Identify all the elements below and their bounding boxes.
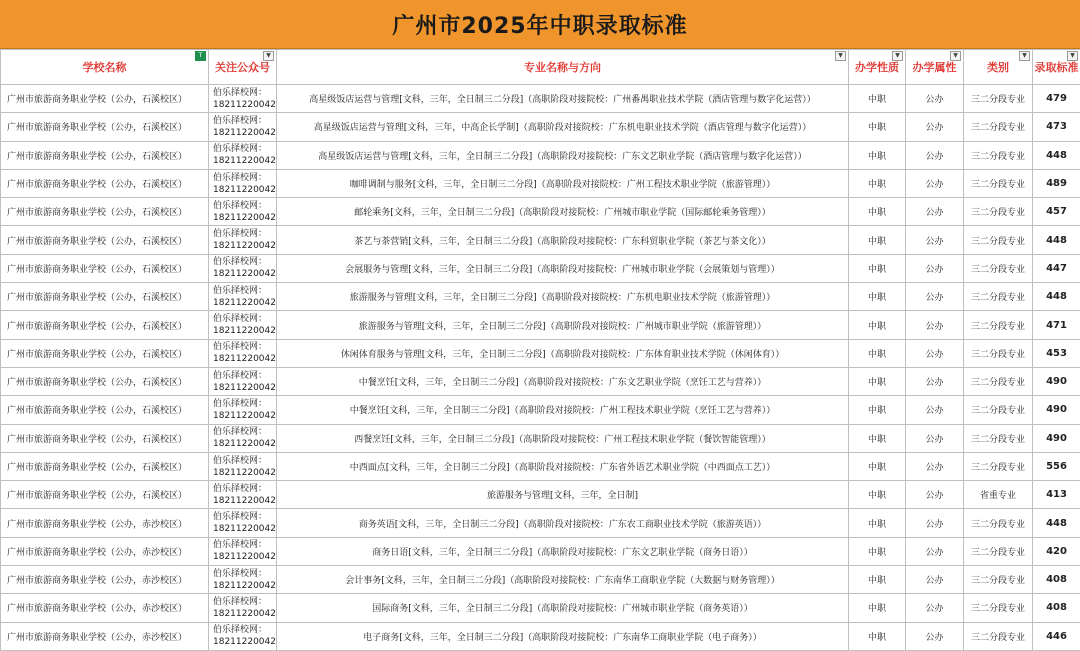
table-row[interactable]	[1, 198, 1080, 226]
table-cell-school[interactable]: 广州市旅游商务职业学校（公办，石溪校区）	[1, 481, 209, 509]
table-cell-score[interactable]: 413	[1033, 481, 1080, 509]
table-cell-major[interactable]: 会计事务[文科，三年，全日制三二分段]（高职阶段对接院校：广东南华工商职业学院（大数据与财务管理））	[277, 566, 849, 594]
table-cell-nature[interactable]: 中职	[849, 396, 906, 424]
table-cell-major[interactable]: 西餐烹饪[文科，三年，全日制三二分段]（高职阶段对接院校：广州工程技术职业学院（餐饮智能管理））	[277, 424, 849, 452]
table-row[interactable]	[1, 311, 1080, 339]
table-cell-attribute[interactable]: 公办	[906, 509, 964, 537]
header-account	[209, 50, 277, 85]
table-cell-score[interactable]: 490	[1033, 367, 1080, 395]
table-cell-attribute[interactable]: 公办	[906, 424, 964, 452]
table-cell-school[interactable]: 广州市旅游商务职业学校（公办，石溪校区）	[1, 367, 209, 395]
table-cell-category[interactable]: 三二分段专业	[964, 566, 1033, 594]
table-cell-account[interactable]: 伯乐择校网：18211220042	[209, 509, 277, 537]
table-cell-account[interactable]: 伯乐择校网：18211220042	[209, 254, 277, 282]
table-row[interactable]	[1, 339, 1080, 367]
dropdown-arrow-icon[interactable]: ▼	[1019, 51, 1030, 61]
table-cell-category[interactable]: 三二分段专业	[964, 537, 1033, 565]
table-row[interactable]	[1, 424, 1080, 452]
table-cell-account[interactable]: 伯乐择校网：18211220042	[209, 169, 277, 197]
table-cell-score[interactable]: 471	[1033, 311, 1080, 339]
table-cell-attribute[interactable]: 公办	[906, 311, 964, 339]
table-cell-category[interactable]: 三二分段专业	[964, 424, 1033, 452]
admission-table	[0, 49, 1080, 651]
table-cell-major[interactable]: 电子商务[文科，三年，全日制三二分段]（高职阶段对接院校：广东南华工商职业学院（电子商务））	[277, 622, 849, 650]
dropdown-arrow-icon[interactable]: ▼	[892, 51, 903, 61]
table-cell-score[interactable]: 556	[1033, 452, 1080, 480]
table-cell-attribute[interactable]: 公办	[906, 226, 964, 254]
table-cell-account[interactable]: 伯乐择校网：18211220042	[209, 198, 277, 226]
table-cell-school[interactable]: 广州市旅游商务职业学校（公办，石溪校区）	[1, 198, 209, 226]
table-cell-attribute[interactable]: 公办	[906, 622, 964, 650]
table-cell-attribute[interactable]: 公办	[906, 566, 964, 594]
table-cell-account[interactable]: 伯乐择校网：18211220042	[209, 311, 277, 339]
table-cell-attribute[interactable]: 公办	[906, 169, 964, 197]
page-title: 广州市2025年中职录取标准	[392, 9, 687, 40]
table-cell-account[interactable]: 伯乐择校网：18211220042	[209, 481, 277, 509]
dropdown-arrow-icon[interactable]: ▼	[1067, 51, 1078, 61]
table-cell-nature[interactable]: 中职	[849, 537, 906, 565]
table-cell-score[interactable]: 448	[1033, 283, 1080, 311]
table-cell-attribute[interactable]: 公办	[906, 85, 964, 113]
table-cell-category[interactable]: 三二分段专业	[964, 254, 1033, 282]
table-cell-nature[interactable]: 中职	[849, 481, 906, 509]
table-cell-account[interactable]: 伯乐择校网：18211220042	[209, 424, 277, 452]
table-cell-school[interactable]: 广州市旅游商务职业学校（公办，石溪校区）	[1, 424, 209, 452]
table-cell-nature[interactable]: 中职	[849, 367, 906, 395]
table-cell-school[interactable]: 广州市旅游商务职业学校（公办，赤沙校区）	[1, 594, 209, 622]
header-account-label: 关注公众号	[215, 61, 270, 74]
table-cell-account[interactable]: 伯乐择校网：18211220042	[209, 396, 277, 424]
table-row[interactable]	[1, 396, 1080, 424]
table-cell-score[interactable]: 447	[1033, 254, 1080, 282]
table-row[interactable]	[1, 452, 1080, 480]
table-cell-account[interactable]: 伯乐择校网：18211220042	[209, 283, 277, 311]
table-cell-score[interactable]: 490	[1033, 424, 1080, 452]
table-cell-score[interactable]: 446	[1033, 622, 1080, 650]
table-cell-attribute[interactable]: 公办	[906, 537, 964, 565]
table-row[interactable]	[1, 113, 1080, 141]
table-cell-school[interactable]: 广州市旅游商务职业学校（公办，石溪校区）	[1, 396, 209, 424]
table-row[interactable]	[1, 85, 1080, 113]
table-row[interactable]	[1, 226, 1080, 254]
table-cell-score[interactable]: 479	[1033, 85, 1080, 113]
table-row[interactable]	[1, 622, 1080, 650]
table-cell-school[interactable]: 广州市旅游商务职业学校（公办，石溪校区）	[1, 254, 209, 282]
table-cell-school[interactable]: 广州市旅游商务职业学校（公办，赤沙校区）	[1, 509, 209, 537]
table-row[interactable]	[1, 566, 1080, 594]
table-cell-score[interactable]: 457	[1033, 198, 1080, 226]
table-cell-score[interactable]: 490	[1033, 396, 1080, 424]
table-cell-school[interactable]: 广州市旅游商务职业学校（公办，石溪校区）	[1, 169, 209, 197]
dropdown-arrow-icon[interactable]: ▼	[263, 51, 274, 61]
table-cell-account[interactable]: 伯乐择校网：18211220042	[209, 226, 277, 254]
table-cell-category[interactable]: 三二分段专业	[964, 226, 1033, 254]
dropdown-arrow-icon[interactable]: ▼	[950, 51, 961, 61]
table-cell-major[interactable]: 旅游服务与管理[文科，三年，全日制]	[277, 481, 849, 509]
header-attribute	[906, 50, 964, 85]
table-cell-category[interactable]: 三二分段专业	[964, 622, 1033, 650]
header-school	[1, 50, 209, 85]
table-cell-account[interactable]: 伯乐择校网：18211220042	[209, 594, 277, 622]
table-row[interactable]	[1, 367, 1080, 395]
table-cell-nature[interactable]: 中职	[849, 452, 906, 480]
table-cell-account[interactable]: 伯乐择校网：18211220042	[209, 537, 277, 565]
dropdown-arrow-icon[interactable]: ▼	[835, 51, 846, 61]
table-cell-category[interactable]: 三二分段专业	[964, 367, 1033, 395]
table-cell-score[interactable]: 489	[1033, 169, 1080, 197]
table-cell-nature[interactable]: 中职	[849, 198, 906, 226]
table-cell-nature[interactable]: 中职	[849, 622, 906, 650]
table-cell-score[interactable]: 453	[1033, 339, 1080, 367]
table-cell-school[interactable]: 广州市旅游商务职业学校（公办，石溪校区）	[1, 452, 209, 480]
table-cell-major[interactable]: 旅游服务与管理[文科，三年，全日制三二分段]（高职阶段对接院校：广东机电职业技术学院（旅游管理））	[277, 283, 849, 311]
table-cell-account[interactable]: 伯乐择校网：18211220042	[209, 566, 277, 594]
table-cell-category[interactable]: 三二分段专业	[964, 198, 1033, 226]
table-cell-school[interactable]: 广州市旅游商务职业学校（公办，石溪校区）	[1, 283, 209, 311]
table-cell-nature[interactable]: 中职	[849, 141, 906, 169]
table-body	[1, 85, 1080, 651]
table-row[interactable]	[1, 169, 1080, 197]
table-cell-account[interactable]: 伯乐择校网：18211220042	[209, 85, 277, 113]
table-cell-attribute[interactable]: 公办	[906, 141, 964, 169]
table-cell-attribute[interactable]: 公办	[906, 396, 964, 424]
table-cell-category[interactable]: 三二分段专业	[964, 169, 1033, 197]
table-row[interactable]	[1, 283, 1080, 311]
table-cell-score[interactable]: 448	[1033, 226, 1080, 254]
table-cell-major[interactable]: 高星级饭店运营与管理[文科，三年，全日制三二分段]（高职阶段对接院校：广州番禺职业技术学院（酒店管理与数字化运营））	[277, 85, 849, 113]
table-cell-nature[interactable]: 中职	[849, 424, 906, 452]
table-cell-attribute[interactable]: 公办	[906, 367, 964, 395]
table-cell-nature[interactable]: 中职	[849, 339, 906, 367]
table-row[interactable]	[1, 537, 1080, 565]
header-category-label: 类别	[987, 61, 1009, 74]
table-cell-score[interactable]: 408	[1033, 566, 1080, 594]
table-cell-major[interactable]: 旅游服务与管理[文科，三年，全日制三二分段]（高职阶段对接院校：广州城市职业学院（旅游管理））	[277, 311, 849, 339]
table-cell-account[interactable]: 伯乐择校网：18211220042	[209, 339, 277, 367]
table-row[interactable]	[1, 509, 1080, 537]
table-cell-category[interactable]: 三二分段专业	[964, 311, 1033, 339]
header-school-label: 学校名称	[83, 61, 127, 74]
header-score-label: 录取标准	[1035, 61, 1079, 74]
table-cell-attribute[interactable]: 公办	[906, 113, 964, 141]
table-cell-school[interactable]: 广州市旅游商务职业学校（公办，赤沙校区）	[1, 537, 209, 565]
header-major-label: 专业名称与方向	[524, 61, 601, 74]
table-cell-account[interactable]: 伯乐择校网：18211220042	[209, 452, 277, 480]
table-cell-nature[interactable]: 中职	[849, 594, 906, 622]
table-cell-school[interactable]: 广州市旅游商务职业学校（公办，石溪校区）	[1, 311, 209, 339]
table-cell-category[interactable]: 三二分段专业	[964, 113, 1033, 141]
table-cell-attribute[interactable]: 公办	[906, 339, 964, 367]
table-cell-category[interactable]: 三二分段专业	[964, 509, 1033, 537]
header-category	[964, 50, 1033, 85]
table-row[interactable]	[1, 481, 1080, 509]
table-cell-major[interactable]: 高星级饭店运营与管理[文科，三年，中高企长学制]（高职阶段对接院校：广东机电职业技术学院（酒店管理与数字化运营））	[277, 113, 849, 141]
filter-active-icon[interactable]: T	[195, 51, 206, 61]
table-cell-account[interactable]: 伯乐择校网：18211220042	[209, 141, 277, 169]
table-row[interactable]	[1, 594, 1080, 622]
table-cell-major[interactable]: 休闲体育服务与管理[文科，三年，全日制三二分段]（高职阶段对接院校：广东体育职业技术学院（休闲体育））	[277, 339, 849, 367]
table-cell-major[interactable]: 中西面点[文科，三年，全日制三二分段]（高职阶段对接院校：广东省外语艺术职业学院（中西面点工艺））	[277, 452, 849, 480]
table-cell-score[interactable]: 448	[1033, 509, 1080, 537]
table-cell-major[interactable]: 商务日语[文科，三年，全日制三二分段]（高职阶段对接院校：广东文艺职业学院（商务日语））	[277, 537, 849, 565]
table-cell-school[interactable]: 广州市旅游商务职业学校（公办，石溪校区）	[1, 141, 209, 169]
table-cell-score[interactable]: 473	[1033, 113, 1080, 141]
header-nature-label: 办学性质	[855, 61, 899, 74]
table-cell-major[interactable]: 茶艺与茶营销[文科，三年，全日制三二分段]（高职阶段对接院校：广东科贸职业学院（茶艺与茶文化））	[277, 226, 849, 254]
table-cell-nature[interactable]: 中职	[849, 113, 906, 141]
table-cell-nature[interactable]: 中职	[849, 509, 906, 537]
table-cell-category[interactable]: 三二分段专业	[964, 283, 1033, 311]
table-cell-attribute[interactable]: 公办	[906, 254, 964, 282]
table-cell-nature[interactable]: 中职	[849, 85, 906, 113]
table-cell-category[interactable]: 省重专业	[964, 481, 1033, 509]
header-row	[1, 50, 1080, 85]
table-cell-category[interactable]: 三二分段专业	[964, 85, 1033, 113]
table-cell-major[interactable]: 邮轮乘务[文科，三年，全日制三二分段]（高职阶段对接院校：广州城市职业学院（国际邮轮乘务管理））	[277, 198, 849, 226]
table-cell-category[interactable]: 三二分段专业	[964, 396, 1033, 424]
table-cell-nature[interactable]: 中职	[849, 254, 906, 282]
table-cell-score[interactable]: 408	[1033, 594, 1080, 622]
table-cell-attribute[interactable]: 公办	[906, 481, 964, 509]
table-cell-school[interactable]: 广州市旅游商务职业学校（公办，赤沙校区）	[1, 566, 209, 594]
table-cell-score[interactable]: 448	[1033, 141, 1080, 169]
table-cell-major[interactable]: 商务英语[文科，三年，全日制三二分段]（高职阶段对接院校：广东农工商职业技术学院（旅游英语））	[277, 509, 849, 537]
table-cell-major[interactable]: 国际商务[文科，三年，全日制三二分段]（高职阶段对接院校：广州城市职业学院（商务英语））	[277, 594, 849, 622]
table-cell-nature[interactable]: 中职	[849, 226, 906, 254]
table-cell-category[interactable]: 三二分段专业	[964, 141, 1033, 169]
header-attribute-label: 办学属性	[913, 61, 957, 74]
table-cell-category[interactable]: 三二分段专业	[964, 452, 1033, 480]
table-cell-account[interactable]: 伯乐择校网：18211220042	[209, 367, 277, 395]
table-cell-attribute[interactable]: 公办	[906, 198, 964, 226]
table-cell-school[interactable]: 广州市旅游商务职业学校（公办，石溪校区）	[1, 339, 209, 367]
table-cell-nature[interactable]: 中职	[849, 311, 906, 339]
table-cell-attribute[interactable]: 公办	[906, 283, 964, 311]
table-cell-category[interactable]: 三二分段专业	[964, 339, 1033, 367]
table-cell-category[interactable]: 三二分段专业	[964, 594, 1033, 622]
table-cell-school[interactable]: 广州市旅游商务职业学校（公办，赤沙校区）	[1, 622, 209, 650]
table-cell-attribute[interactable]: 公办	[906, 594, 964, 622]
table-cell-major[interactable]: 中餐烹饪[文科，三年，全日制三二分段]（高职阶段对接院校：广州工程技术职业学院（烹饪工艺与营养））	[277, 396, 849, 424]
header-nature	[849, 50, 906, 85]
table-cell-account[interactable]: 伯乐择校网：18211220042	[209, 622, 277, 650]
table-cell-school[interactable]: 广州市旅游商务职业学校（公办，石溪校区）	[1, 226, 209, 254]
table-cell-score[interactable]: 420	[1033, 537, 1080, 565]
table-cell-major[interactable]: 会展服务与管理[文科，三年，全日制三二分段]（高职阶段对接院校：广州城市职业学院（会展策划与管理））	[277, 254, 849, 282]
table-cell-school[interactable]: 广州市旅游商务职业学校（公办，石溪校区）	[1, 113, 209, 141]
table-row[interactable]	[1, 141, 1080, 169]
header-major	[277, 50, 849, 85]
table-cell-major[interactable]: 高星级饭店运营与管理[文科，三年，全日制三二分段]（高职阶段对接院校：广东文艺职业学院（酒店管理与数字化运营））	[277, 141, 849, 169]
table-cell-major[interactable]: 咖啡调制与服务[文科，三年，全日制三二分段]（高职阶段对接院校：广州工程技术职业学院（旅游管理））	[277, 169, 849, 197]
table-cell-school[interactable]: 广州市旅游商务职业学校（公办，石溪校区）	[1, 85, 209, 113]
table-cell-attribute[interactable]: 公办	[906, 452, 964, 480]
table-cell-nature[interactable]: 中职	[849, 169, 906, 197]
table-cell-nature[interactable]: 中职	[849, 566, 906, 594]
header-score	[1033, 50, 1080, 85]
table-row[interactable]	[1, 254, 1080, 282]
table-cell-major[interactable]: 中餐烹饪[文科，三年，全日制三二分段]（高职阶段对接院校：广东文艺职业学院（烹饪工艺与营养））	[277, 367, 849, 395]
table-cell-nature[interactable]: 中职	[849, 283, 906, 311]
title-bar	[0, 0, 1080, 49]
table-cell-account[interactable]: 伯乐择校网：18211220042	[209, 113, 277, 141]
